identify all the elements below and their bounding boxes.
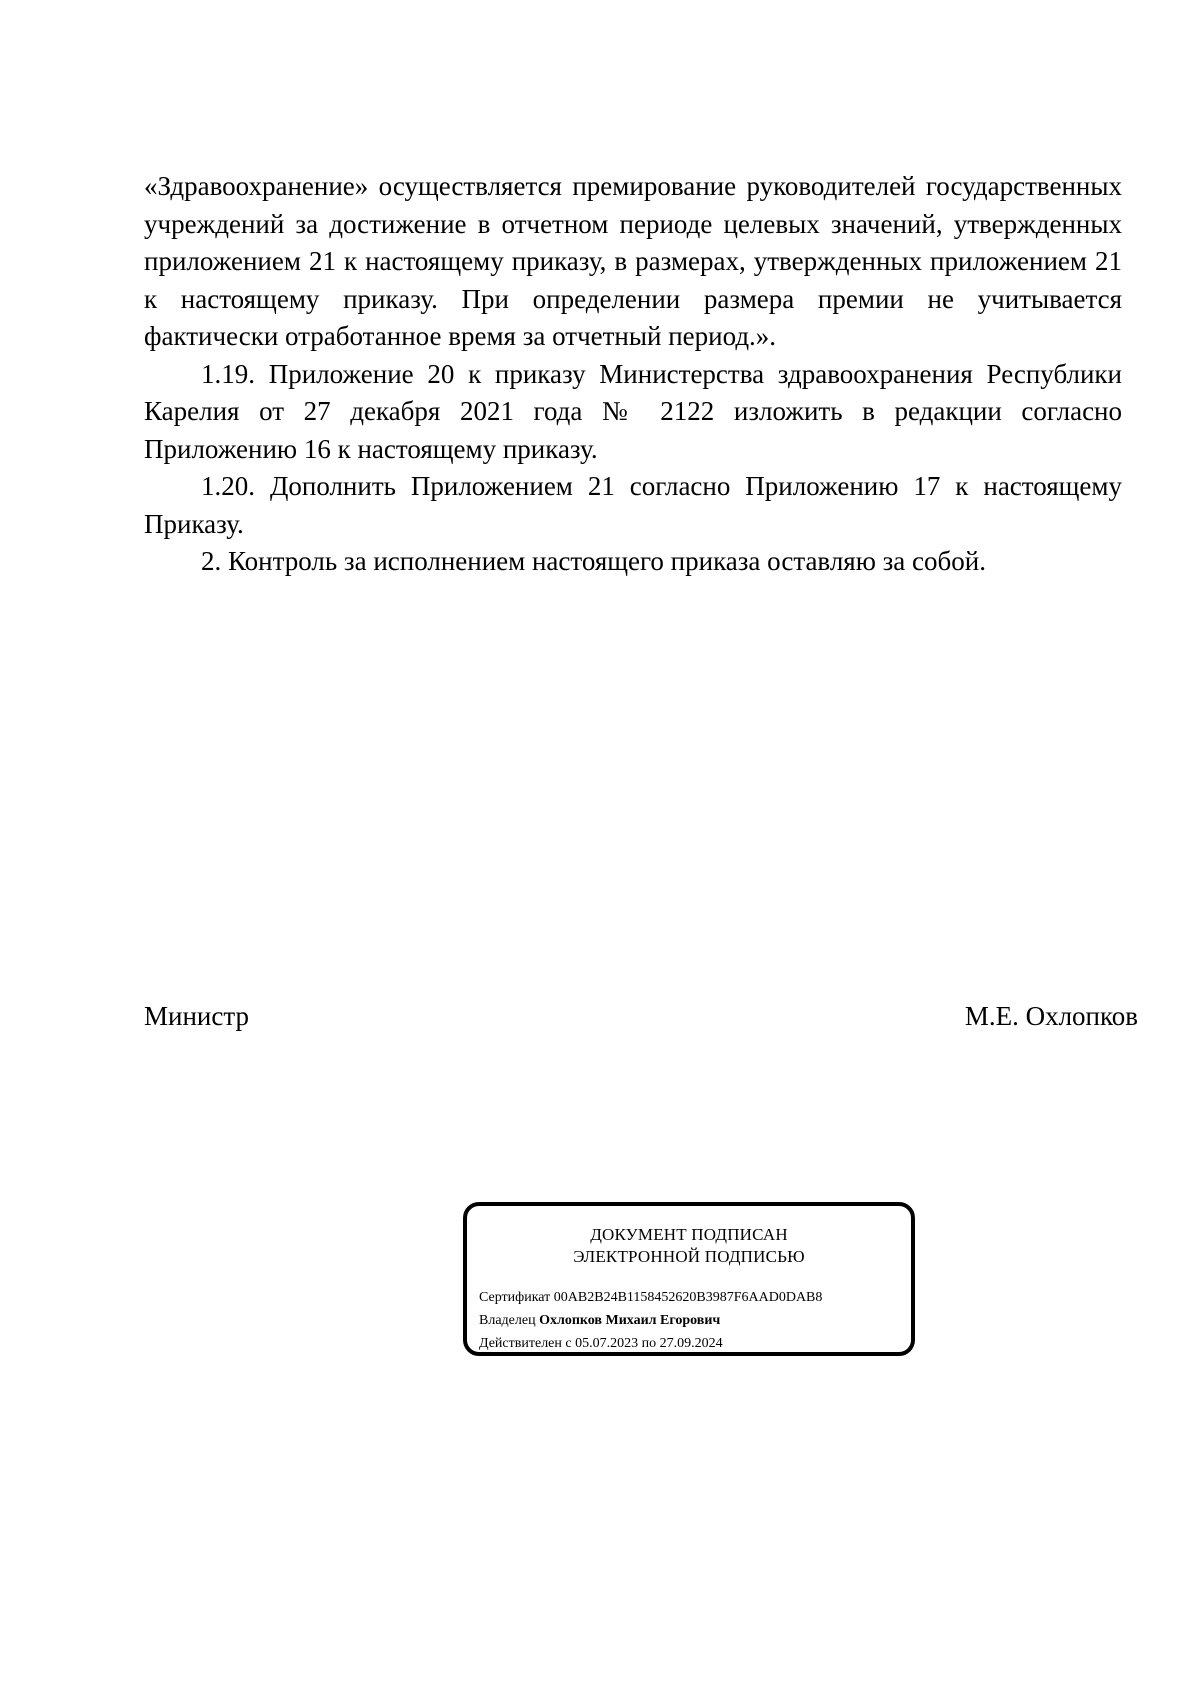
stamp-valid-to-label: по	[641, 1336, 657, 1351]
stamp-owner-label: Владелец	[479, 1313, 536, 1328]
paragraph-item-1-19: 1.19. Приложение 20 к приказу Министерства здравоохранения Республики Карелия от 27 декабря 2021 года № 2122 изложить в редакции согласно Приложению 16 к настоящему приказу.	[144, 358, 1122, 464]
stamp-validity-row	[479, 1332, 822, 1355]
signer-name: М.Е. Охлопков	[964, 1001, 1138, 1031]
stamp-certificate-label: Сертификат	[479, 1290, 551, 1305]
paragraph-premium: «Здравоохранение» осуществляется премирование руководителей государственных учреждений за достижение в отчетном периоде целевых значений, утвержденных приложением 21 к настоящему приказу, в размерах, утвержденных приложением 21 к настоящему приказу. При определении размера премии не учитывается фактически отработанное время за отчетный период.».	[144, 171, 1122, 351]
stamp-owner-row	[479, 1309, 822, 1332]
stamp-valid-from-label: с	[565, 1336, 572, 1351]
stamp-title	[467, 1224, 911, 1268]
stamp-title-line-2: ЭЛЕКТРОННОЙ ПОДПИСЬЮ	[573, 1247, 805, 1266]
stamp-valid-to: 27.09.2024	[659, 1336, 723, 1351]
stamp-title-line-1: ДОКУМЕНТ ПОДПИСАН	[590, 1225, 788, 1244]
paragraph-item-1-20: 1.20. Дополнить Приложением 21 согласно Приложению 17 к настоящему Приказу.	[144, 471, 1122, 539]
stamp-certificate-value: 00AB2B24B1158452620B3987F6AAD0DAB8	[553, 1290, 823, 1305]
stamp-valid-from: 05.07.2023	[575, 1336, 639, 1351]
electronic-signature-stamp	[463, 1202, 915, 1356]
document-body	[144, 168, 1122, 581]
stamp-certificate-row	[479, 1286, 822, 1309]
stamp-details	[479, 1286, 822, 1355]
signer-position: Министр	[144, 1001, 249, 1031]
stamp-valid-label: Действителен	[479, 1336, 562, 1351]
stamp-owner-value: Охлопков Михаил Егорович	[539, 1313, 721, 1328]
paragraph-item-2: 2. Контроль за исполнением настоящего приказа оставляю за собой.	[201, 546, 986, 576]
